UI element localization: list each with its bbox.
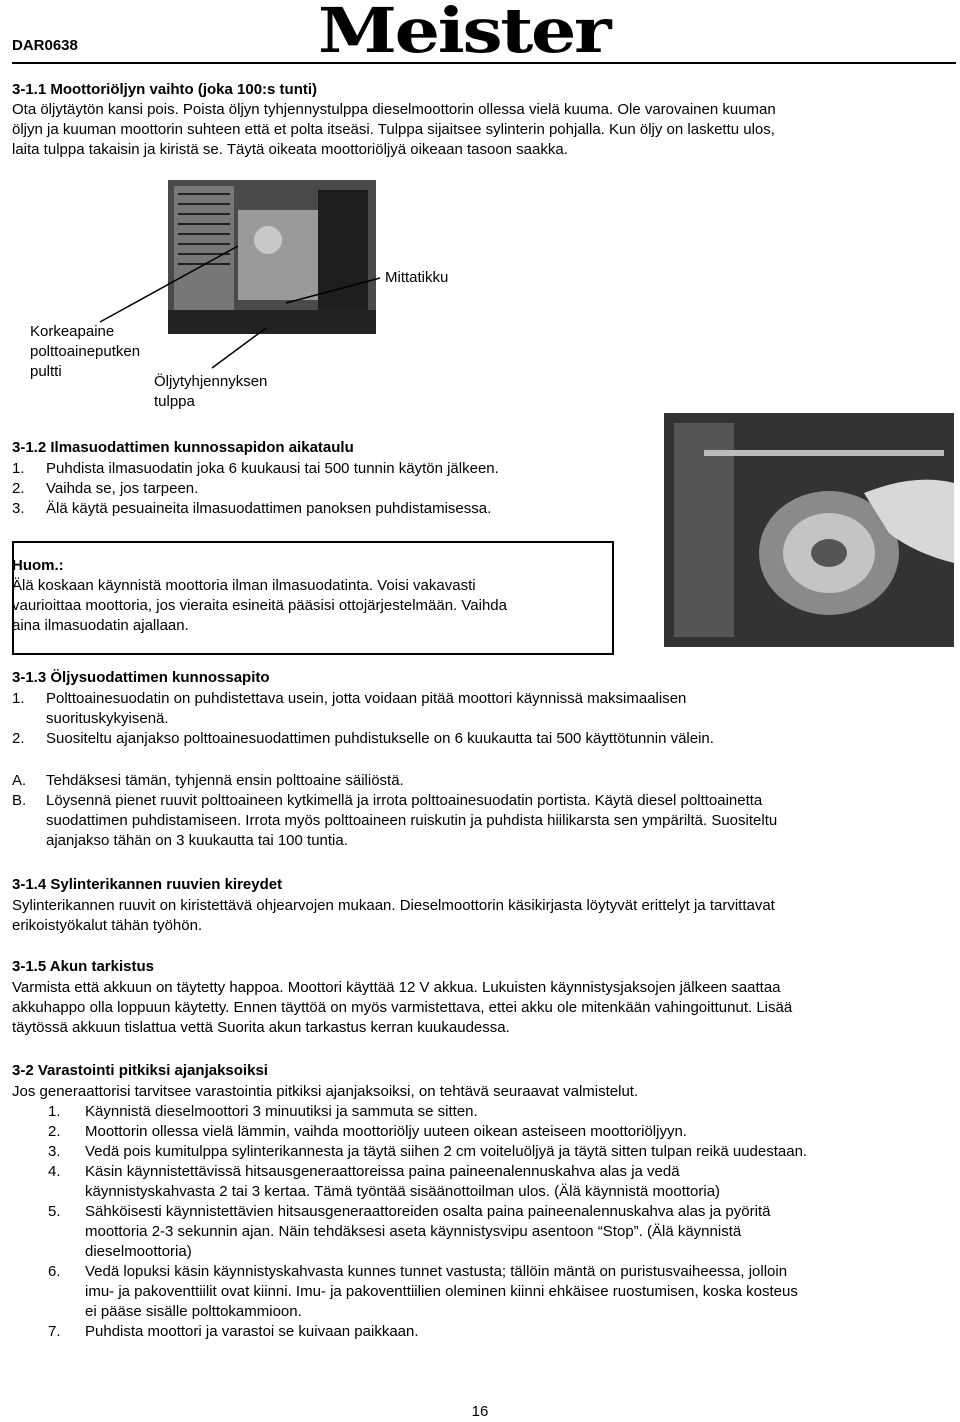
- step-item: [12, 791, 948, 811]
- list-number: 1.: [48, 1103, 61, 1120]
- list-text: Moottorin ollessa vielä lämmin, vaihda moottoriöljy uuteen oikean asteiseen moottoriöljyyn.: [85, 1123, 687, 1140]
- label-line: tulppa: [154, 393, 195, 410]
- brand-logo: Meister: [318, 0, 610, 67]
- section-heading-battery: 3-1.5 Akun tarkistus: [12, 958, 154, 975]
- page-number: 16: [471, 1403, 489, 1420]
- list-number: 5.: [48, 1203, 61, 1220]
- oil-filter-steps: [12, 771, 948, 851]
- list-number: 1.: [12, 690, 25, 707]
- section-heading-storage: 3-2 Varastointi pitkiksi ajanjaksoiksi: [12, 1062, 268, 1079]
- label-line: Korkeapaine: [30, 323, 115, 340]
- list-number: 6.: [48, 1263, 61, 1280]
- label-oil-drain-plug: [154, 372, 267, 412]
- battery-text: [12, 978, 948, 1038]
- figure-callout-lines: [0, 0, 960, 440]
- list-number: 2.: [12, 730, 25, 747]
- list-text: Sähköisesti käynnistettävien hitsausgeneraattoreiden osalta paina paineenalennuskahva alas ja pyöritä: [85, 1203, 771, 1220]
- section-heading-air-filter: 3-1.2 Ilmasuodattimen kunnossapidon aikataulu: [12, 439, 354, 456]
- note-box: [12, 541, 614, 655]
- step-letter: B.: [12, 792, 27, 809]
- list-text: Käsin käynnistettävissä hitsausgeneraattoreissa paina paineenalennuskahva alas ja vedä: [85, 1163, 680, 1180]
- label-dipstick: Mittatikku: [385, 269, 449, 286]
- list-text-continued: imu- ja pakoventtiilit ovat kiinni. Imu- ja pakoventtiilien oleminen kiinni ehkäisee ruostumisen, koska kosteus: [85, 1283, 798, 1300]
- label-line: Öljytyhjennyksen: [154, 373, 268, 390]
- list-item: [12, 459, 499, 479]
- section-heading-cylinder-head: 3-1.4 Sylinterikannen ruuvien kireydet: [12, 876, 283, 893]
- list-text: Vaihda se, jos tarpeen.: [46, 480, 199, 497]
- label-fuel-pipe-bolt: [30, 322, 140, 382]
- list-number: 7.: [48, 1323, 61, 1340]
- step-text: Tehdäksesi tämän, tyhjennä ensin polttoaine säiliöstä.: [46, 772, 404, 789]
- note-title: Huom.:: [12, 557, 64, 574]
- text-line: Sylinterikannen ruuvit on kiristettävä ohjearvojen mukaan. Dieselmoottorin käsikirjasta löytyvät erittelyt ja tarvittavat: [12, 897, 775, 914]
- list-number: 3.: [12, 500, 25, 517]
- oil-filter-list: [12, 689, 948, 749]
- text-line: Ota öljytäytön kansi pois. Poista öljyn tyhjennystulppa dieselmoottorin ollessa vielä kuuma. Ole varovainen kuuman: [12, 101, 776, 118]
- note-line: aina ilmasuodatin ajallaan.: [12, 617, 189, 634]
- storage-intro: Jos generaattorisi tarvitsee varastointia pitkiksi ajanjaksoiksi, on tehtävä seuraavat valmistelut.: [12, 1083, 639, 1100]
- list-text: Puhdista moottori ja varastoi se kuivaan paikkaan.: [85, 1323, 419, 1340]
- section-heading-oil-filter: 3-1.3 Öljysuodattimen kunnossapito: [12, 669, 270, 686]
- list-number: 4.: [48, 1163, 61, 1180]
- label-line: pultti: [30, 363, 62, 380]
- list-text-continued: käynnistyskahvasta 2 tai 3 kertaa. Tämä työntää sisäänottoilman ulos. (Älä käynnistä moottoria): [85, 1183, 721, 1200]
- list-text: Älä käytä pesuaineita ilmasuodattimen panoksen puhdistamisessa.: [46, 500, 492, 517]
- list-number: 1.: [12, 460, 25, 477]
- list-item: [12, 479, 499, 499]
- list-item: [12, 729, 948, 749]
- text-line: akkuhappo olla loppuun käytetty. Ennen täyttöä on myös varmistettava, ettei akku ole mitenkään vahingoittunut. Lisää: [12, 999, 793, 1016]
- list-text-continued: suorituskykyisenä.: [46, 710, 169, 727]
- list-item: [12, 499, 499, 519]
- section-heading-oil-change: 3-1.1 Moottoriöljyn vaihto (joka 100:s tunti): [12, 81, 318, 98]
- list-text-continued: ei pääse sisälle polttokammioon.: [85, 1303, 302, 1320]
- list-number: 3.: [48, 1143, 61, 1160]
- list-item: [12, 1102, 952, 1122]
- step-letter: A.: [12, 772, 27, 789]
- list-number: 2.: [48, 1123, 61, 1140]
- text-line: laita tulppa takaisin ja kiristä se. Täytä oikeata moottoriöljyä oikeaan tasoon saakka.: [12, 141, 568, 158]
- text-line: Varmista että akkuun on täytetty happoa. Moottori käyttää 12 V akkua. Lukuisten käynnistysjaksojen jälkeen saattaa: [12, 979, 781, 996]
- list-item: [12, 1142, 952, 1162]
- text-line: täytössä akkuun tislattua vettä Suorita akun tarkastus kerran kuukaudessa.: [12, 1019, 510, 1036]
- list-text: Vedä pois kumitulppa sylinterikannesta ja täytä siihen 2 cm voiteluöljyä ja täytä sitten tulpan reikä uudestaan.: [85, 1143, 808, 1160]
- list-number: 2.: [12, 480, 25, 497]
- list-item: [12, 1322, 952, 1342]
- list-text-continued: moottoria 2-3 sekunnin ajan. Näin tehdäksesi aseta käynnistysvipu asentoon “Stop”. (Älä käynnistä: [85, 1223, 742, 1240]
- text-line: öljyn ja kuuman moottorin suhteen että et polta itseäsi. Tulppa sijaitsee sylinterin pohjalla. Kun öljy on laskettu ulos,: [12, 121, 775, 138]
- cylinder-head-text: [12, 896, 948, 936]
- air-filter-illustration: [664, 413, 954, 647]
- list-item: [12, 1122, 952, 1142]
- list-item: [12, 1262, 952, 1282]
- step-text-continued: ajanjakso tähän on 3 kuukautta tai 100 tuntia.: [46, 832, 348, 849]
- list-item: [12, 1202, 952, 1222]
- step-text-continued: suodattimen puhdistamiseen. Irrota myös polttoaineen ruiskutin ja puhdista hiilikarsta sen ympäriltä. Suositeltu: [46, 812, 778, 829]
- air-filter-list: [12, 459, 499, 519]
- storage-list: [12, 1102, 952, 1342]
- list-item: [12, 1162, 952, 1182]
- list-text: Suositeltu ajanjakso polttoainesuodattimen puhdistukselle on 6 kuukautta tai 500 käyttötunnin välein.: [46, 730, 714, 747]
- list-text: Polttoainesuodatin on puhdistettava usein, jotta voidaan pitää moottori käynnissä maksimaalisen: [46, 690, 687, 707]
- list-text: Puhdista ilmasuodatin joka 6 kuukausi tai 500 tunnin käytön jälkeen.: [46, 460, 499, 477]
- list-text: Käynnistä dieselmoottori 3 minuutiksi ja sammuta se sitten.: [85, 1103, 478, 1120]
- list-text-continued: dieselmoottoria): [85, 1243, 192, 1260]
- note-line: Älä koskaan käynnistä moottoria ilman ilmasuodatinta. Voisi vakavasti: [12, 577, 476, 594]
- text-line: erikoistyökalut tähän työhön.: [12, 917, 203, 934]
- list-text: Vedä lopuksi käsin käynnistyskahvasta kunnes tunnet vastusta; tällöin mäntä on puristusvaiheessa, jolloin: [85, 1263, 788, 1280]
- note-line: vaurioittaa moottoria, jos vieraita esineitä pääsisi ottojärjestelmään. Vaihda: [12, 597, 507, 614]
- step-text: Löysennä pienet ruuvit polttoaineen kytkimellä ja irrota polttoainesuodatin portista. Käytä diesel polttoainetta: [46, 792, 763, 809]
- label-line: polttoaineputken: [30, 343, 141, 360]
- air-filter-photo: [664, 413, 954, 647]
- step-item: [12, 771, 948, 791]
- document-code: DAR0638: [12, 37, 78, 54]
- list-item: [12, 689, 948, 709]
